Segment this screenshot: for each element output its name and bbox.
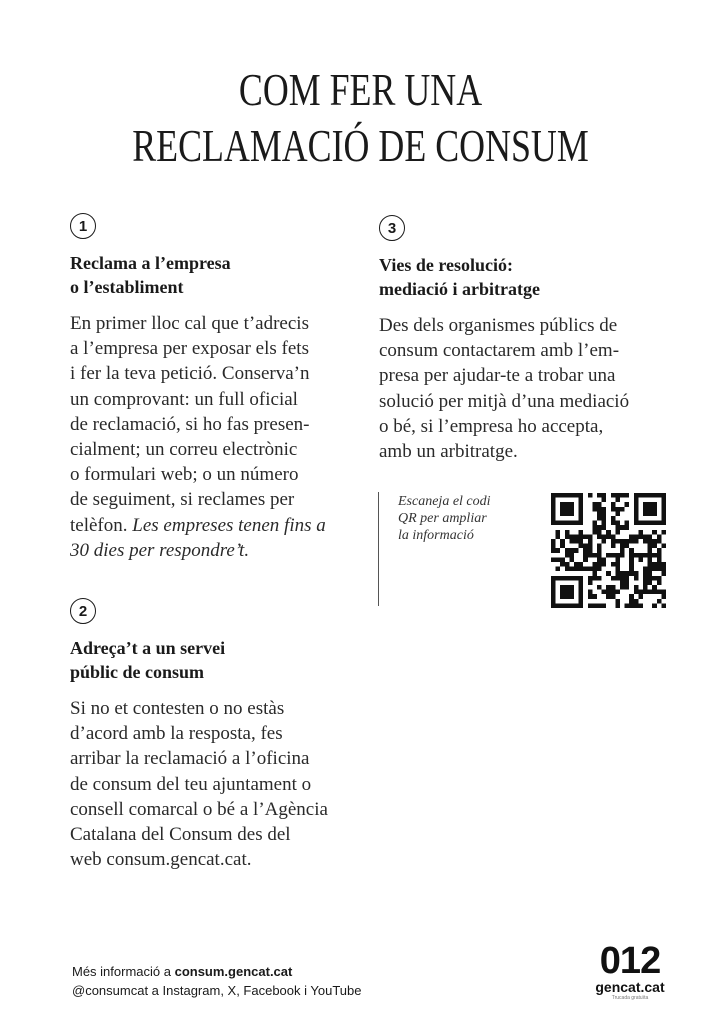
step-1-body <box>70 311 326 563</box>
qr-note-line: Escaneja el codi <box>398 494 491 509</box>
step-2-body-line: consell comarcal o bé a l’Agència <box>70 798 328 820</box>
logo-number: 012 <box>599 940 661 982</box>
step-2-heading-line: Adreça’t a un servei <box>70 638 226 658</box>
step-1 <box>70 213 326 563</box>
step-number-2: 2 <box>70 598 96 624</box>
step-2-body-line: web consum.gencat.cat. <box>70 849 252 871</box>
step-3-body-line: o bé, si l’empresa ho accepta, <box>379 415 604 437</box>
step-3-body-line: presa per ajudar-te a trobar una <box>379 365 616 387</box>
qr-note-line: QR per ampliar <box>398 511 487 526</box>
step-3-body-line: solució per mitjà d’una mediació <box>379 390 630 412</box>
logo-tagline: Trucada gratuïta <box>611 995 649 1001</box>
step-2-body-line: d’acord amb la resposta, fes <box>70 723 283 745</box>
title-line-2: RECLAMACIÓ DE CONSUM <box>132 120 589 171</box>
step-1-body-italic-final: 30 dies per respondre’t. <box>70 539 250 561</box>
qr-note-line: la informació <box>398 528 474 543</box>
step-2-body <box>70 696 328 872</box>
title-line-1: COM FER UNA <box>238 64 483 115</box>
step-3-body <box>379 313 629 464</box>
step-2-body-line: Catalana del Consum des del <box>70 824 291 846</box>
footer-line-1 <box>72 962 362 981</box>
logo-012 <box>590 942 670 1001</box>
step-1-body-line: En primer lloc cal que t’adrecis <box>70 313 309 334</box>
step-3-heading-line: Vies de resolució: <box>379 255 513 275</box>
step-1-body-line: cialment; un correu electrònic <box>70 439 298 461</box>
step-number-1: 1 <box>70 213 96 239</box>
step-3-body-line: Des dels organismes públics de <box>379 315 618 336</box>
qr-code-icon[interactable] <box>551 493 666 608</box>
page-title <box>79 62 641 174</box>
step-2-heading-line: públic de consum <box>70 662 205 682</box>
logo-site: gencat.cat <box>595 979 665 995</box>
step-1-body-line: a l’empresa per exposar els fets <box>70 338 309 360</box>
qr-note <box>398 493 491 544</box>
step-2-heading <box>70 636 328 684</box>
footer-website-link[interactable]: consum.gencat.cat <box>174 964 293 979</box>
step-1-body-line <box>70 513 326 538</box>
step-2-body-line: arribar la reclamació a l’oficina <box>70 748 310 770</box>
step-number-3: 3 <box>379 215 405 241</box>
step-3-body-line: consum contactarem amb l’em- <box>379 340 620 362</box>
footer <box>72 962 362 1000</box>
step-1-body-italic: Les empreses tenen fins a <box>132 514 326 536</box>
step-1-heading <box>70 251 326 299</box>
step-3-heading <box>379 253 629 301</box>
qr-divider <box>378 492 379 606</box>
step-1-heading-line: o l’establiment <box>70 277 184 297</box>
footer-social: @consumcat a Instagram, X, Facebook i YouTube <box>72 983 362 998</box>
step-1-body-line: o formulari web; o un número <box>70 464 299 486</box>
step-1-body-line: de reclamació, si ho fas presen- <box>70 413 310 435</box>
step-1-body-line: i fer la teva petició. Conserva’n <box>70 363 310 385</box>
step-2 <box>70 598 328 872</box>
step-2-body-line: de consum del teu ajuntament o <box>70 773 312 795</box>
step-1-body-line: de seguiment, si reclames per <box>70 489 295 511</box>
step-3 <box>379 215 629 464</box>
step-1-body-line: un comprovant: un full oficial <box>70 388 298 410</box>
step-3-body-line: amb un arbitratge. <box>379 441 518 463</box>
step-1-body-plain: telèfon. <box>70 514 133 536</box>
footer-more-info: Més informació a <box>72 964 175 979</box>
step-3-heading-line: mediació i arbitratge <box>379 279 540 299</box>
step-2-body-line: Si no et contesten o no estàs <box>70 698 285 719</box>
step-1-heading-line: Reclama a l’empresa <box>70 253 231 273</box>
